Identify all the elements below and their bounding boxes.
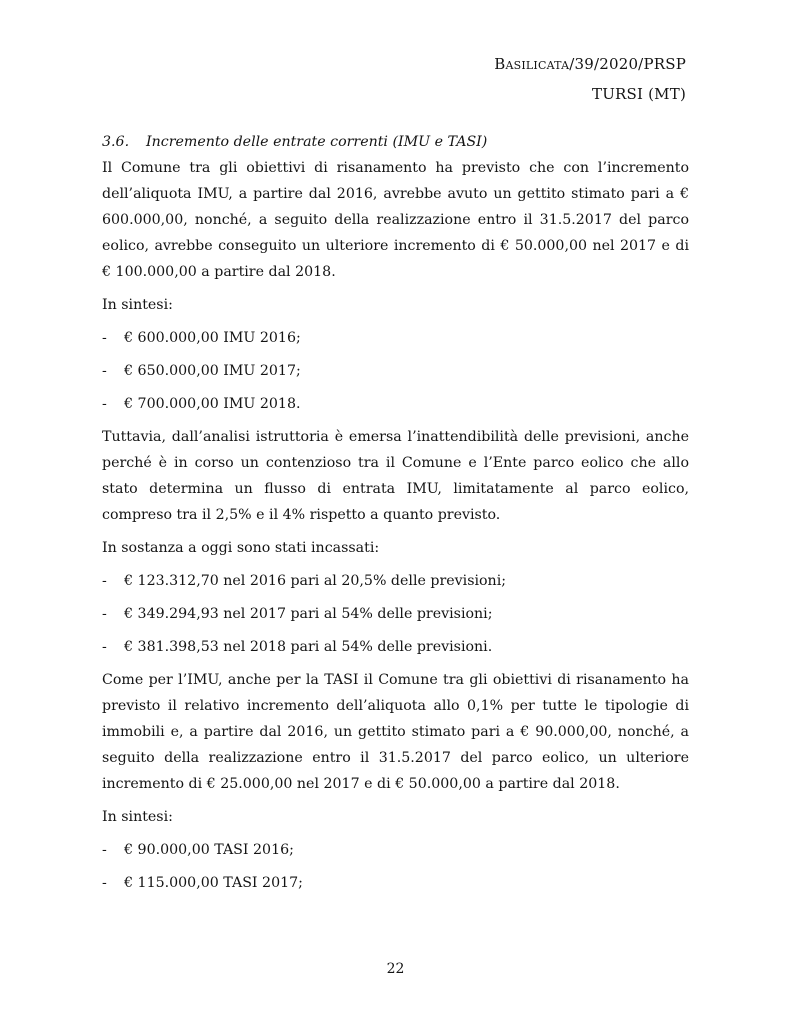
list-item-tasi-2016 [102, 837, 689, 863]
bullet-dash: - [102, 330, 107, 346]
municipality-header: TURSI (MT) [592, 85, 686, 103]
list-item-collected-2016 [102, 568, 689, 594]
list-item-text: € 115.000,00 TASI 2017; [124, 875, 303, 891]
paragraph-imu-plan: Il Comune tra gli obiettivi di risanamento ha previsto che con l’incremento dell’aliquota IMU, a partire dal 2016, avrebbe avuto un gettito stimato pari a € 600.000,00, nonché, a seguito della realizzazione entro il 31.5.2017 del parco eolico, avrebbe conseguito un ulteriore incremento di € 50.000,00 nel 2017 e di € 100.000,00 a partire dal 2018. [102, 160, 689, 280]
bullet-dash: - [102, 606, 107, 622]
document-reference: Basilicata/39/2020/PRSP [494, 55, 686, 73]
bullet-dash: - [102, 875, 107, 891]
bullet-dash: - [102, 396, 107, 412]
section-heading [102, 129, 689, 155]
list-item-text: € 381.398,53 nel 2018 pari al 54% delle previsioni. [124, 639, 493, 655]
list-item-imu-2016 [102, 325, 689, 351]
page-number: 22 [386, 961, 405, 977]
paragraph-tasi-plan: Come per l’IMU, anche per la TASI il Comune tra gli obiettivi di risanamento ha previsto il relativo incremento dell’aliquota allo 0,1% per tutte le tipologie di immobili e, a partire dal 2016, un gettito stimato pari a € 90.000,00, nonché, a seguito della realizzazione entro il 31.5.2017 del parco eolico, un ulteriore incremento di € 25.000,00 nel 2017 e di € 50.000,00 a partire dal 2018. [102, 672, 689, 792]
bullet-dash: - [102, 842, 107, 858]
bullet-dash: - [102, 363, 107, 379]
list-item-tasi-2017 [102, 870, 689, 896]
section-number: 3.6. [102, 134, 130, 150]
paragraph-summary-imu: In sintesi: [102, 297, 173, 313]
bullet-dash: - [102, 573, 107, 589]
list-item-imu-2018 [102, 391, 689, 417]
list-item-text: € 349.294,93 nel 2017 pari al 54% delle previsioni; [124, 606, 493, 622]
document-body [102, 129, 689, 903]
list-item-text: € 700.000,00 IMU 2018. [124, 396, 301, 412]
section-title: Incremento delle entrate correnti (IMU e TASI) [146, 134, 488, 150]
list-item-text: € 90.000,00 TASI 2016; [124, 842, 294, 858]
list-item-text: € 123.312,70 nel 2016 pari al 20,5% delle previsioni; [124, 573, 507, 589]
list-item-imu-2017 [102, 358, 689, 384]
paragraph-summary-tasi: In sintesi: [102, 809, 173, 825]
list-item-collected-2018 [102, 634, 689, 660]
bullet-dash: - [102, 639, 107, 655]
list-item-text: € 650.000,00 IMU 2017; [124, 363, 301, 379]
paragraph-collected-intro: In sostanza a oggi sono stati incassati: [102, 540, 380, 556]
paragraph-analysis: Tuttavia, dall’analisi istruttoria è emersa l’inattendibilità delle previsioni, anche perché è in corso un contenzioso tra il Comune e l’Ente parco eolico che allo stato determina un flusso di entrata IMU, limitatamente al parco eolico, compreso tra il 2,5% e il 4% rispetto a quanto previsto. [102, 429, 689, 523]
list-item-collected-2017 [102, 601, 689, 627]
list-item-text: € 600.000,00 IMU 2016; [124, 330, 301, 346]
